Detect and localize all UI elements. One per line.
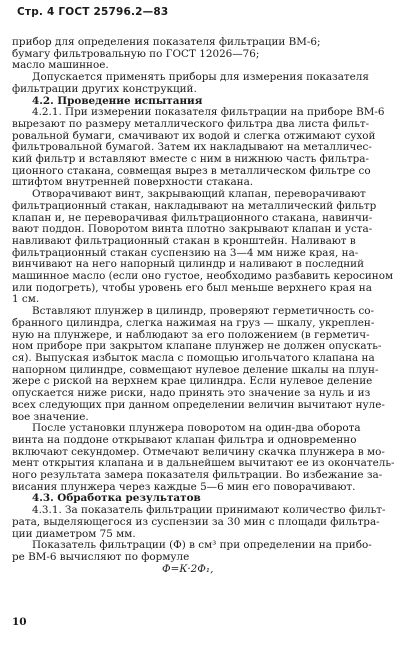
text-line: фильтрационный стакан суспензию на 3—4 мм ниже края, на- bbox=[12, 246, 359, 259]
text-line: фильтрационный стакан, накладывают на металлический фильтр bbox=[12, 199, 377, 212]
text-line: ся). Выпуская избыток масла с помощью игольчатого клапана на bbox=[12, 351, 375, 364]
page-header: Стр. 4 ГОСТ 25796.2—83 bbox=[17, 6, 169, 18]
text-line: Показатель фильтрации (Ф) в см³ при определении на прибо- bbox=[32, 539, 372, 552]
text-line: ровальной бумаги, смачивают их водой и слегка отжимают сухой bbox=[12, 129, 376, 142]
text-line: ре ВМ-6 вычисляют по формуле bbox=[12, 550, 190, 563]
text-line: рата, выделяющегося из суспензии за 30 мин с площади фильтра- bbox=[12, 515, 380, 528]
text-line: всех следующих при данном определении величин вычитают нуле- bbox=[12, 398, 385, 411]
text-line: напорном цилиндре, совмещают нулевое деление шкалы на плун- bbox=[12, 363, 379, 376]
formula: Ф=К·2Ф₁, bbox=[162, 562, 214, 575]
text-line: машинное масло (если оно густое, необходимо разбавить керосином bbox=[12, 270, 394, 283]
text-line: мент открытия клапана и в дальнейшем вычитают ее из окончатель- bbox=[12, 457, 395, 470]
text-line: Вставляют плунжер в цилиндр, проверяют герметичность со- bbox=[32, 305, 375, 318]
text-line: ного результата замера показателя фильтрации. Во избежание за- bbox=[12, 469, 383, 482]
text-line: штифтом внутренней поверхности стакана. bbox=[12, 176, 254, 189]
text-line: вают поддон. Поворотом винта плотно закрывают клапан и уста- bbox=[12, 223, 373, 236]
text-line: кий фильтр и вставляют вместе с ним в нижнюю часть фильтра- bbox=[12, 153, 369, 166]
text-line: ном приборе при закрытом клапане плунжер не должен опускать- bbox=[12, 340, 382, 353]
text-line: висания плунжера через каждые 5—6 мин его поворачивают. bbox=[12, 480, 356, 493]
text-line: включают секундомер. Отмечают величину скачка плунжера в мо- bbox=[12, 445, 385, 458]
text-line: вое значение. bbox=[12, 410, 89, 423]
text-line: или подогреть), чтобы уровень его был меньше верхнего края на bbox=[12, 281, 372, 294]
text-line: 1 см. bbox=[12, 293, 40, 306]
text-line: Допускается применять приборы для измерения показателя bbox=[32, 71, 369, 84]
text-line: масло машинное. bbox=[12, 59, 109, 72]
text-line: опускается ниже риски, надо принять это значение за нуль и из bbox=[12, 387, 371, 400]
text-line: клапан и, не переворачивая фильтрационного стакана, навинчи- bbox=[12, 211, 373, 224]
text-line: Отворачивают винт, закрывающий клапан, переворачивают bbox=[32, 188, 366, 201]
text-line: фильтрации других конструкций. bbox=[12, 82, 197, 95]
text-line: ции диаметром 75 мм. bbox=[12, 527, 136, 540]
section-heading: 4.2. Проведение испытания bbox=[32, 94, 203, 107]
text-line: После установки плунжера поворотом на один-два оборота bbox=[32, 422, 361, 435]
text-line: ционного стакана, совмещая вырез в металлическом фильтре со bbox=[12, 164, 371, 177]
page-number: 10 bbox=[12, 616, 27, 628]
text-line: жере с риской на верхнем крае цилиндра. Если нулевое деление bbox=[12, 375, 373, 388]
text-line: бранного цилиндра, слегка нажимая на груз — шкалу, укреплен- bbox=[12, 316, 375, 329]
text-line: 4.3.1. За показатель фильтрации принимают количество фильт- bbox=[32, 504, 386, 517]
text-line: винта на поддоне открывают клапан фильтра и одновременно bbox=[12, 433, 357, 446]
text-line: навливают фильтрационный стакан в кронштейн. Наливают в bbox=[12, 234, 356, 247]
text-line: 4.2.1. При измерении показателя фильтрации на приборе ВМ-6 bbox=[32, 106, 385, 119]
text-line: вырезают по размеру металлического фильтра два листа фильт- bbox=[12, 117, 370, 130]
text-line: фильтровальной бумагой. Затем их накладывают на металличес- bbox=[12, 141, 372, 154]
text-line: прибор для определения показателя фильтрации ВМ-6; bbox=[12, 36, 321, 48]
section-heading: 4.3. Обработка результатов bbox=[32, 492, 201, 505]
text-line: бумагу фильтровальную по ГОСТ 12026—76; bbox=[12, 47, 260, 60]
text-line: ную на плунжере, и наблюдают за его положением (в герметич- bbox=[12, 328, 370, 341]
body-text bbox=[12, 37, 402, 575]
text-line: винчивают на него напорный цилиндр и наливают в последний bbox=[12, 258, 365, 271]
